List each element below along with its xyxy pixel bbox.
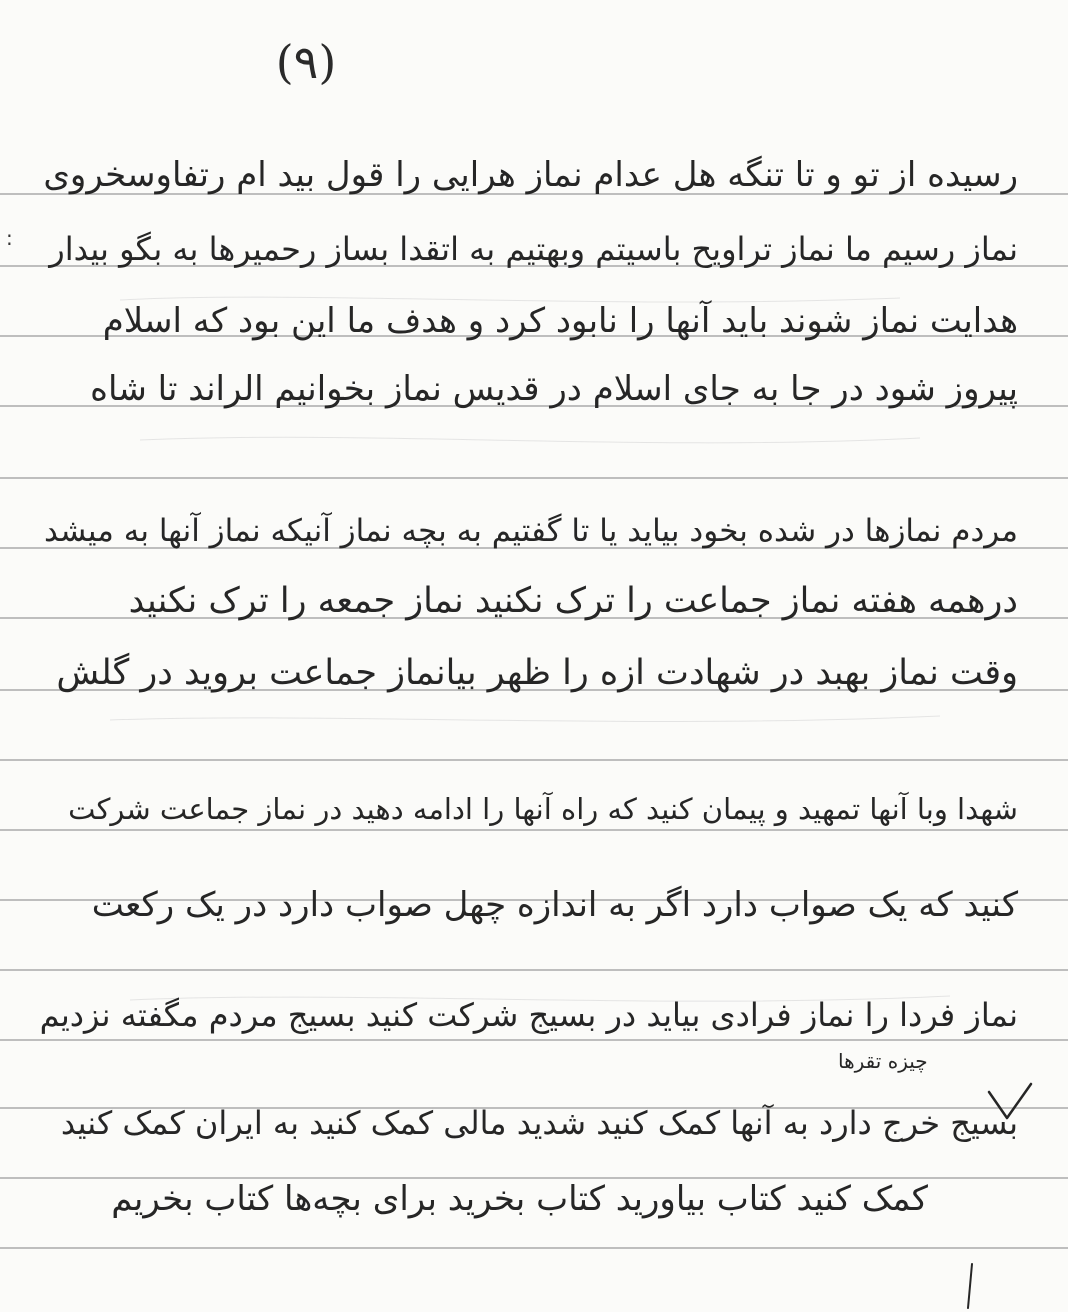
text-line-2: نماز رسیم ما نماز تراویح باسیتم وبهتیم به اتقدا بساز رحمیرها به بگو بیدار — [49, 230, 1018, 268]
insertion-caret-icon — [985, 1078, 1035, 1128]
text-line-11: بسیج خرج دارد به آنها کمک کنید شدید مالی کمک کنید به ایران کمک کنید — [60, 1104, 1018, 1142]
pen-stroke — [960, 1262, 980, 1310]
text-line-6: درهمه هفته نماز جماعت را ترک نکنید نماز جمعه را ترک نکنید — [128, 581, 1018, 621]
text-line-7: وقت نماز بهبد در شهادت ازه را ظهر بیانماز جماعت بروید در گلش — [56, 653, 1018, 693]
text-line-4: پیروز شود در جا به جای اسلام در قدیس نماز بخوانیم الراند تا شاه — [90, 369, 1018, 409]
text-line-5: مردم نمازها در شده بخود بیاید یا تا گفتیم به بچه نماز آنیکه نماز آنها به میشد — [44, 513, 1018, 549]
text-line-8: شهدا وبا آنها تمهید و پیمان کنید که راه آنها را ادامه دهید در نماز جماعت شرکت — [68, 792, 1018, 826]
margin-mark: : — [6, 226, 13, 250]
page-number: (۹) — [275, 35, 337, 89]
text-line-3: هدایت نماز شوند باید آنها را نابود کرد و هدف ما این بود که اسلام — [102, 301, 1018, 341]
text-line-9: کنید که یک صواب دارد اگر به اندازه چهل صواب دارد در یک رکعت — [91, 885, 1018, 925]
insertion-note: چیزه تقرها — [838, 1049, 928, 1073]
text-line-10: نماز فردا را نماز فرادی بیاید در بسیج شرکت کنید بسیج مردم مگفته نزدیم — [39, 996, 1018, 1034]
text-line-1: رسیده از تو و تا تنگه هل عدام نماز هرایی را قول بید ام رتفاوسخروی — [43, 155, 1018, 195]
text-line-12: کمک کنید کتاب بیاورید کتاب بخرید برای بچه‌ها کتاب بخریم — [111, 1179, 928, 1219]
